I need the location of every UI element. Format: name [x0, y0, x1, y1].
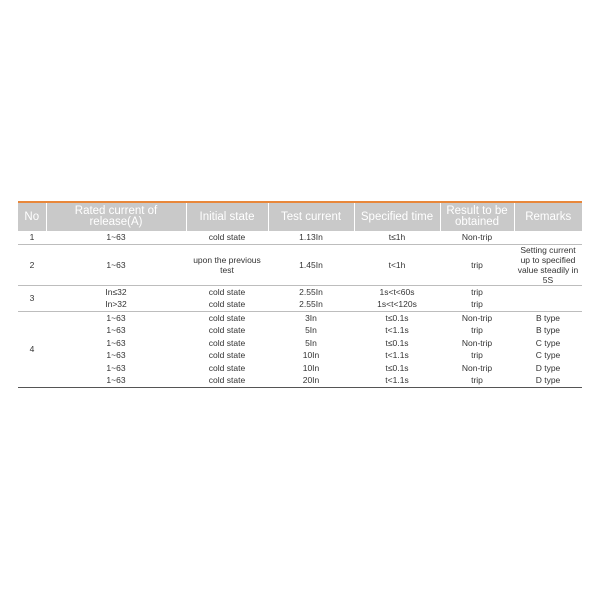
cell-specified-time: t≤0.1s [385, 362, 409, 373]
cell-specified-time: t≤1h [388, 232, 406, 243]
col-header-rated-current: Rated current of release(A) [46, 203, 186, 231]
cell-remarks: B type [514, 311, 582, 324]
table-row [18, 324, 582, 337]
cell-remarks: C type [535, 337, 561, 348]
cell-remarks [514, 298, 582, 311]
cell-test-current: 1.13In [299, 232, 323, 243]
cell-rated-current: 1~63 [106, 232, 126, 243]
cell-test-current: 2.55In [268, 285, 354, 298]
table-bottom-line [18, 387, 582, 388]
table-row [18, 244, 582, 285]
table-body [18, 231, 582, 387]
cell-test-current: 10In [302, 350, 320, 361]
cell-rated-current: 1~63 [106, 350, 126, 361]
table-row [18, 311, 582, 324]
cell-test-current: 10In [302, 362, 320, 373]
cell-remarks [514, 231, 582, 244]
cell-result: trip [471, 350, 483, 361]
col-header-result: Result to be obtained [440, 203, 514, 231]
cell-initial-state: cold state [208, 299, 246, 310]
cell-test-current: 5In [305, 337, 317, 348]
cell-specified-time: t≤0.1s [385, 337, 409, 348]
cell-result: trip [471, 299, 483, 310]
cell-remarks: C type [535, 350, 561, 361]
cell-rated-current: In≤32 [46, 285, 186, 298]
cell-remarks [514, 285, 582, 298]
cell-no: 1 [29, 232, 35, 243]
cell-result: Non-trip [461, 232, 493, 243]
cell-result: Non-trip [440, 311, 514, 324]
cell-remarks: D type [535, 362, 561, 373]
cell-specified-time: 1s<t<60s [354, 285, 440, 298]
table-row [18, 337, 582, 350]
cell-result: trip [440, 244, 514, 285]
cell-no: 2 [18, 244, 46, 285]
cell-remarks: B type [535, 325, 561, 336]
header-row [18, 203, 582, 231]
table-row [18, 349, 582, 362]
cell-result: trip [471, 325, 483, 336]
table-row [18, 285, 582, 298]
spec-table [18, 203, 582, 387]
cell-initial-state: cold state [208, 337, 246, 348]
table-row [18, 374, 582, 387]
cell-result: Non-trip [461, 337, 493, 348]
cell-initial-state: upon the previous test [186, 244, 268, 285]
cell-result: Non-trip [461, 362, 493, 373]
cell-rated-current: In>32 [105, 299, 127, 310]
cell-initial-state: cold state [208, 375, 246, 386]
cell-rated-current: 1~63 [46, 311, 186, 324]
cell-test-current: 1.45In [268, 244, 354, 285]
cell-no: 3 [18, 285, 46, 311]
cell-initial-state: cold state [208, 232, 246, 243]
col-header-specified-time: Specified time [354, 203, 440, 231]
cell-rated-current: 1~63 [46, 244, 186, 285]
col-header-test-current: Test current [268, 203, 354, 231]
cell-initial-state: cold state [208, 350, 246, 361]
cell-specified-time: t<1.1s [385, 325, 409, 336]
cell-test-current: 5In [305, 325, 317, 336]
cell-remarks: D type [535, 375, 561, 386]
cell-test-current: 20In [302, 375, 320, 386]
cell-specified-time: t<1.1s [385, 375, 409, 386]
cell-initial-state: cold state [186, 311, 268, 324]
cell-rated-current: 1~63 [106, 375, 126, 386]
cell-remarks: Setting current up to specified value steadily in 5S [514, 244, 582, 285]
cell-result: trip [440, 285, 514, 298]
cell-specified-time: t<1h [354, 244, 440, 285]
cell-rated-current: 1~63 [106, 325, 126, 336]
cell-specified-time: 1s<t<120s [377, 299, 417, 310]
spec-table-container [18, 201, 582, 388]
cell-initial-state: cold state [208, 325, 246, 336]
cell-result: trip [471, 375, 483, 386]
col-header-remarks: Remarks [514, 203, 582, 231]
cell-test-current: 2.55In [299, 299, 323, 310]
cell-test-current: 3In [268, 311, 354, 324]
cell-rated-current: 1~63 [106, 337, 126, 348]
cell-initial-state: cold state [208, 362, 246, 373]
cell-specified-time: t<1.1s [385, 350, 409, 361]
cell-specified-time: t≤0.1s [354, 311, 440, 324]
table-row [18, 362, 582, 375]
table-row [18, 298, 582, 311]
cell-initial-state: cold state [186, 285, 268, 298]
col-header-initial-state: Initial state [186, 203, 268, 231]
cell-no: 4 [18, 311, 46, 387]
cell-rated-current: 1~63 [106, 362, 126, 373]
table-row [18, 231, 582, 244]
col-header-no: No [18, 203, 46, 231]
